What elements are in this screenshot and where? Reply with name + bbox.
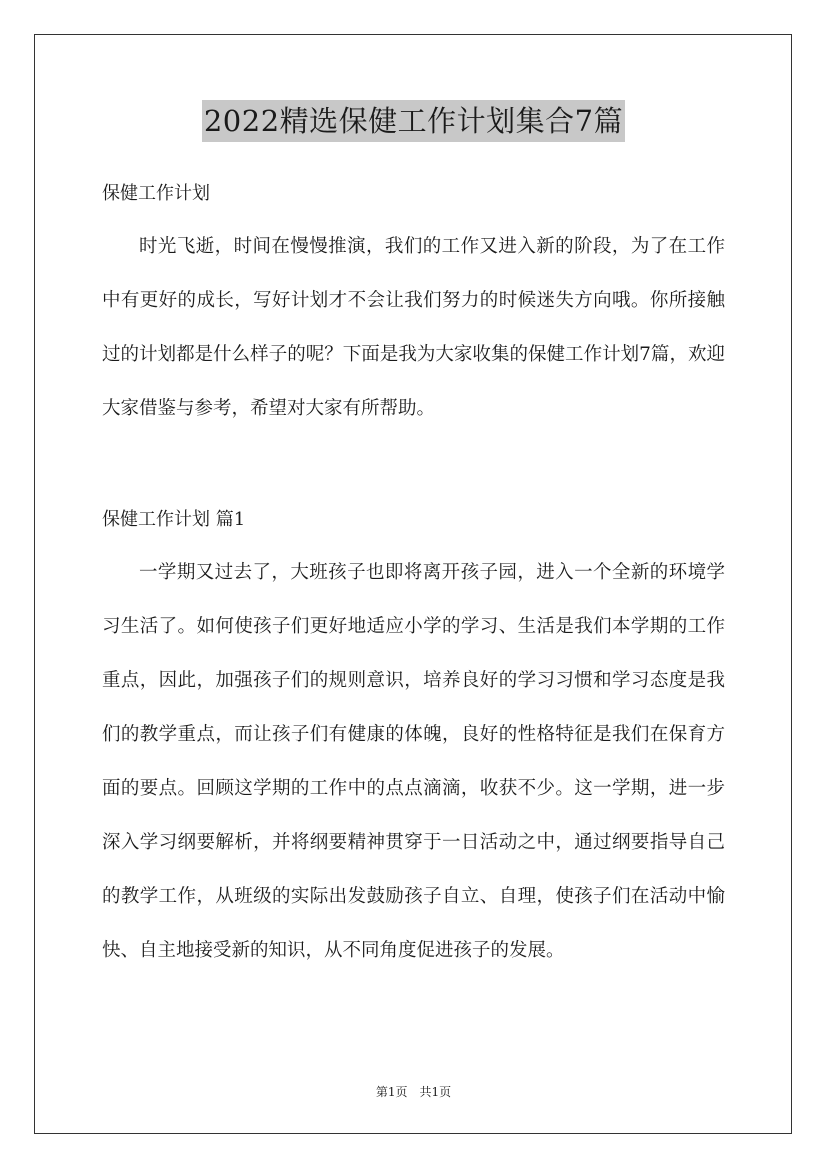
section-heading-intro: 保健工作计划 [102,183,210,204]
page-footer: 第1页 共1页 [375,1085,452,1099]
section-heading-1: 保健工作计划 篇1 [102,509,246,530]
document-title: 2022精选保健工作计划集合7篇 [202,100,625,142]
section-1-paragraph: 一学期又过去了，大班孩子也即将离开孩子园，进入一个全新的环境学习生活了。如何使孩子们更好地适应小学的学习、生活是我们本学期的工作重点，因此，加强孩子们的规则意识，培养良好的学习习惯和学习态度是我们的教学重点，而让孩子们有健康的体魄，良好的性格特征是我们在保育方面的要点。回顾这学期的工作中的点点滴滴，收获不少。这一学期，进一步深入学习纲要解析，并将纲要精神贯穿于一日活动之中，通过纲要指导自己的教学工作，从班级的实际出发鼓励孩子自立、自理，使孩子们在活动中愉快、自主地接受新的知识，从不同角度促进孩子的发展。 [102,562,725,961]
title-container [0,100,827,142]
intro-paragraph: 时光飞逝，时间在慢慢推演，我们的工作又进入新的阶段，为了在工作中有更好的成长，写好计划才不会让我们努力的时候迷失方向哦。你所接触过的计划都是什么样子的呢？下面是我为大家收集的保健工作计划7篇，欢迎大家借鉴与参考，希望对大家有所帮助。 [102,236,725,419]
